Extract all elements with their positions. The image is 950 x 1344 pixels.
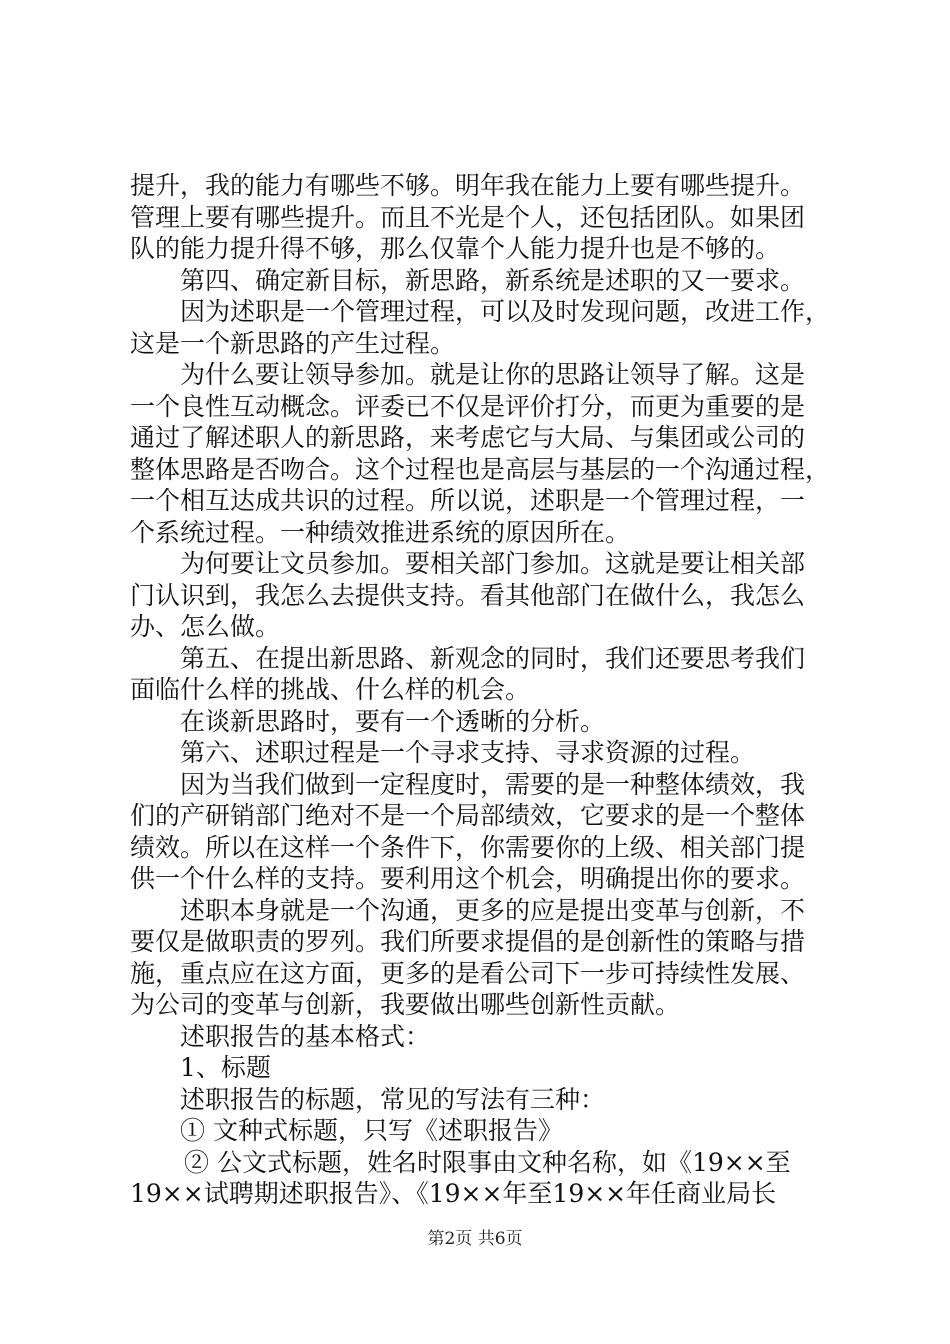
body-line: 第五、在提出新思路、新观念的同时，我们还要思考我们 (180, 643, 806, 673)
body-line: 述职本身就是一个沟通，更多的应是提出变革与创新，不 (180, 895, 806, 925)
body-line: 因为述职是一个管理过程，可以及时发现问题，改进工作， (180, 297, 831, 326)
body-line: 一个相互达成共识的过程。所以说，述职是一个管理过程，一 (130, 486, 806, 515)
body-line: 个系统过程。一种绩效推进系统的原因所在。 (130, 517, 631, 547)
body-line: 门认识到，我怎么去提供支持。看其他部门在做什么，我怎么 (130, 580, 806, 610)
body-line: 一个良性互动概念。评委已不仅是评价打分，而更为重要的是 (130, 391, 806, 421)
body-line: 第六、述职过程是一个寻求支持、寻求资源的过程。 (180, 738, 756, 767)
body-line: 述职报告的标题，常见的写法有三种： (180, 1084, 606, 1114)
body-line: 管理上要有哪些提升。而且不光是个人，还包括团队。如果团 (130, 202, 806, 232)
body-line: 整体思路是否吻合。这个过程也是高层与基层的一个沟通过程， (130, 454, 831, 484)
body-line: 施，重点应在这方面，更多的是看公司下一步可持续性发展、 (130, 958, 806, 988)
body-line: 这是一个新思路的产生过程。 (130, 328, 456, 358)
list-item: ① 文种式标题，只写《述职报告》 (180, 1116, 563, 1145)
body-line: 为何要让文员参加。要相关部门参加。这就是要让相关部 (180, 549, 806, 578)
document-body (130, 170, 830, 1210)
subsection-heading: 1、标题 (180, 1053, 271, 1082)
body-line: 19××试聘期述职报告》、《19××年至19××年任商业局长 (130, 1179, 777, 1208)
page-number-footer: 第2页 共6页 (427, 1229, 523, 1249)
body-line: 为什么要让领导参加。就是让你的思路让领导了解。这是 (180, 360, 806, 389)
body-line: 队的能力提升得不够，那么仅靠个人能力提升也是不够的。 (130, 234, 781, 263)
section-heading: 述职报告的基本格式： (180, 1021, 431, 1051)
body-line: 通过了解述职人的新思路，来考虑它与大局、与集团或公司的 (130, 423, 806, 452)
body-line: 要仅是做职责的罗列。我们所要求提倡的是创新性的策略与措 (130, 927, 806, 956)
body-line: 第四、确定新目标，新思路，新系统是述职的又一要求。 (180, 265, 806, 295)
body-line: 们的产研销部门绝对不是一个局部绩效，它要求的是一个整体 (130, 801, 806, 830)
body-line: 为公司的变革与创新，我要做出哪些创新性贡献。 (130, 990, 681, 1019)
body-line: 因为当我们做到一定程度时，需要的是一种整体绩效，我 (180, 769, 806, 799)
list-item: ② 公文式标题，姓名时限事由文种名称，如《19××至 (184, 1147, 791, 1177)
body-line: 办、怎么做。 (130, 612, 281, 641)
body-line: 绩效。所以在这样一个条件下，你需要你的上级、相关部门提 (130, 832, 806, 862)
body-line: 面临什么样的挑战、什么样的机会。 (130, 675, 531, 704)
body-line: 在谈新思路时，要有一个透晰的分析。 (180, 706, 606, 736)
body-line: 供一个什么样的支持。要利用这个机会，明确提出你的要求。 (130, 864, 806, 893)
body-line: 提升，我的能力有哪些不够。明年我在能力上要有哪些提升。 (130, 171, 806, 200)
